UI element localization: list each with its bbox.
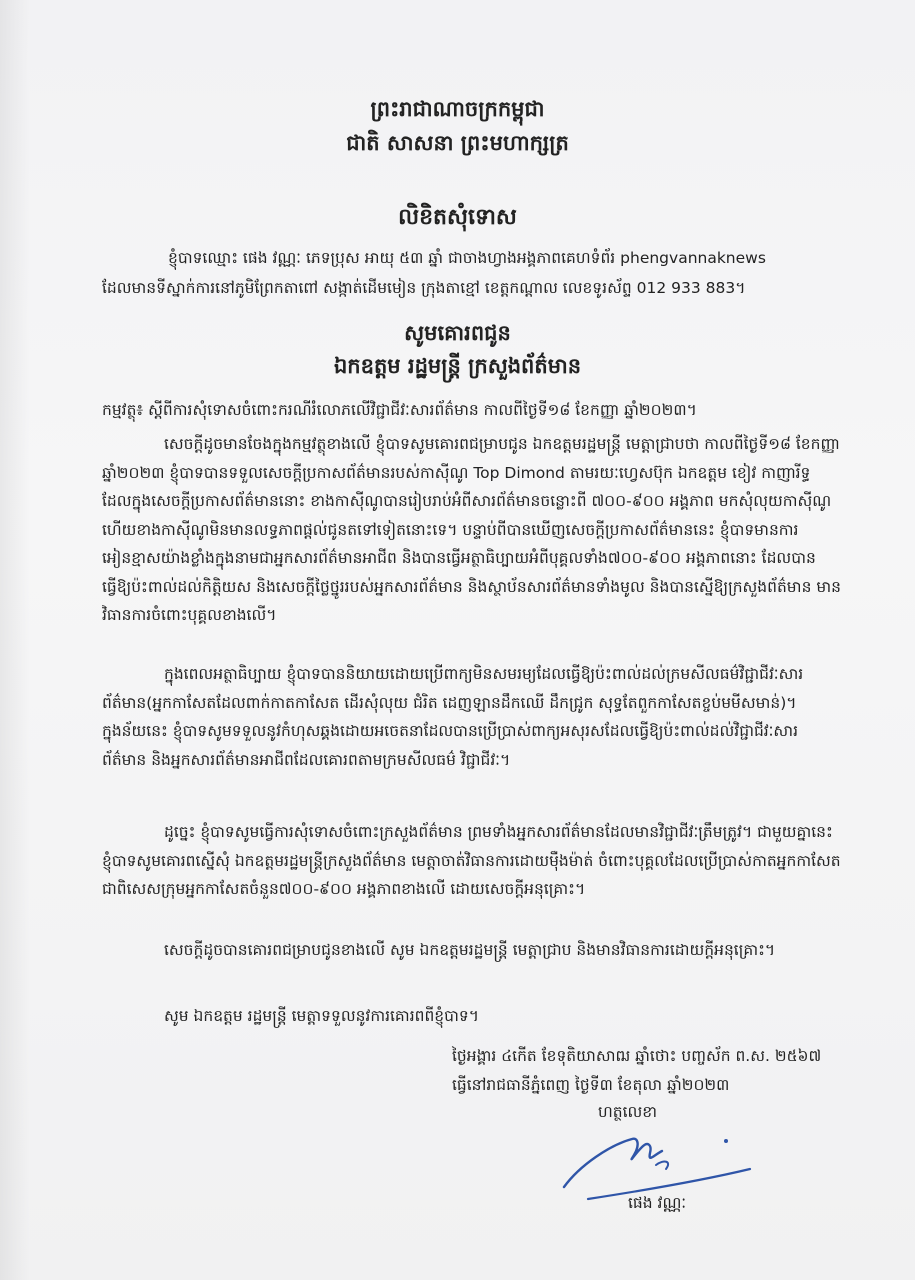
body-paragraph-5: សូម ឯកឧត្តម រដ្ឋមន្ត្រី មេត្តាទទួលនូវការគោរពពីខ្ញុំបាទ។ [164,1007,479,1025]
page-shadow [0,0,30,1280]
date-place: ធ្វើនៅរាជធានីភ្នំពេញ ថ្ងៃទី៣ ខែតុលា ឆ្នាំ២០២៣ [452,1076,730,1094]
signature-label: ហត្ថលេខា [598,1103,658,1121]
body-paragraph-3: ដូច្នេះ ខ្ញុំបាទសូមធ្វើការសុំទោសចំពោះក្រសួងព័ត៌មាន ព្រមទាំងអ្នកសារព័ត៌មានដែលមានវិជ្ជាជីវៈត្រឹមត្រូវ។ ជាមួយគ្នានេះ ខ្ញុំបាទសូមគោរពស្នើសុំ ឯកឧត្តមរដ្ឋមន្ត្រីក្រសួងព័ត៌មាន មេត្តាចាត់វិធានការដោយម៉ឺងម៉ាត់ ចំពោះបុគ្គលដែលប្រើប្រាស់កាតអ្នកកាសែត ជាពិសេសក្រុមអ្នកកាសែតចំនួន៧០០-៩០០ អង្គភាពខាងលើ ដោយសេចក្តីអនុគ្រោះ។ [102,823,841,898]
body-paragraph-4: សេចក្តីដូចបានគោរពជម្រាបជូនខាងលើ សូម ឯកឧត្តមរដ្ឋមន្ត្រី មេត្តាជ្រាប និងមានវិធានការដោយក្តីអនុគ្រោះ។ [164,941,776,959]
kingdom-heading: ព្រះរាជាណាចក្រកម្ពុជា [370,97,545,121]
recipient-name: ឯកឧត្តម រដ្ឋមន្ត្រី ក្រសួងព័ត៌មាន [333,354,582,378]
intro-line-1: ខ្ញុំបាទឈ្មោះ ផេង វណ្ណៈ ភេទប្រុស អាយុ ៥៣ ឆ្នាំ ជាចាងហ្វាងអង្គភាពគេហទំព័រ phengvannaknews [168,249,766,267]
intro-line-2: ដែលមានទីស្នាក់ការនៅភូមិព្រែកតាពៅ សង្កាត់ដើមមៀន ក្រុងតាខ្មៅ ខេត្តកណ្តាល លេខទូរស័ព្ទ 012 933 883។ [102,279,746,297]
date-lunar: ថ្ងៃអង្គារ ៤កើត ខែទុតិយាសាឍ ឆ្នាំថោះ បញ្ចស័ក ព.ស. ២៥៦៧ [452,1047,822,1065]
signatory-name: ផេង វណ្ណៈ [628,1194,687,1212]
subject-line: កម្មវត្ថុ៖ ស្តីពីការសុំទោសចំពោះករណីរំលោភលើវិជ្ជាជីវៈសារព័ត៌មាន កាលពីថ្ងៃទី១៨ ខែកញ្ញា ឆ្នាំ២០២៣។ [102,401,697,419]
body-paragraph-2: ក្នុងពេលអត្ថាធិប្បាយ ខ្ញុំបាទបាននិយាយដោយប្រើពាក្យមិនសមរម្យដែលធ្វើឱ្យប៉ះពាល់ដល់ក្រមសីលធម៌វិជ្ជាជីវៈសារព័ត៌មាន(អ្នកកាសែតដែលពាក់កាតកាសែត ដើរសុំលុយ ជំរិត ដេញឡានដឹកឈើ ដឹកជ្រូក សុទ្ធតែពួកកាសែតខ្ចប់មមីសមាន់)។ ក្នុងន័យនេះ ខ្ញុំបាទសូមទទួលនូវកំហុសឆ្គងដោយអចេតនាដែលបានប្រើប្រាស់ពាក្យអសុរសដែលធ្វើឱ្យប៉ះពាល់ដល់វិជ្ជាជីវៈសារព័ត៌មាន និងអ្នកសារព័ត៌មានអាជីពដែលគោរពតាមក្រមសីលធម៌ វិជ្ជាជីវៈ។ [102,665,804,769]
recipient-salutation: សូមគោរពជូន [404,321,511,345]
body-paragraph-1: សេចក្តីដូចមានចែងក្នុងកម្មវត្ថុខាងលើ ខ្ញុំបាទសូមគោរពជម្រាបជូន ឯកឧត្តមរដ្ឋមន្ត្រី មេត្តាជ្រាបថា កាលពីថ្ងៃទី១៨ ខែកញ្ញា ឆ្នាំ២០២៣ ខ្ញុំបាទបានទទួលសេចក្តីប្រកាសព័ត៌មានរបស់កាស៊ីណូ Top Dimond តាមរយៈហ្វេសប៊ុក ឯកឧត្តម ខៀវ កាញារីទ្ធ ដែលក្នុងសេចក្តីប្រកាសព័ត៌មាននោះ ខាងកាស៊ីណូបានរៀបរាប់អំពីសារព័ត៌មានចន្លោះពី ៧០០-៩០០ អង្គភាព មកសុំលុយកាស៊ីណូ ហើយខាងកាស៊ីណូមិនមានលទ្ធភាពផ្តល់ជូនតទៅទៀតនោះទេ។ បន្ទាប់ពីបានឃើញសេចក្តីប្រកាសព័ត៌មាននេះ ខ្ញុំបាទមានការអៀនខ្មាសយ៉ាងខ្លាំងក្នុងនាមជាអ្នកសារព័ត៌មានអាជីព និងបានធ្វើអត្ថាធិប្បាយអំពីបុគ្គលទាំង៧០០-៩០០ អង្គភាពនោះ ដែលបានធ្វើឱ្យប៉ះពាល់ដល់កិត្តិយស និងសេចក្តីថ្លៃថ្នូររបស់អ្នកសារព័ត៌មាន និងស្ថាប័នសារព័ត៌មានទាំងមូល និងបានស្នើឱ្យក្រសួងព័ត៌មាន មានវិធានការចំពោះបុគ្គលខាងលើ។ [102,435,841,624]
motto-heading: ជាតិ សាសនា ព្រះមហាក្សត្រ [346,131,569,155]
letter-title: លិខិតសុំទោស [398,205,517,230]
